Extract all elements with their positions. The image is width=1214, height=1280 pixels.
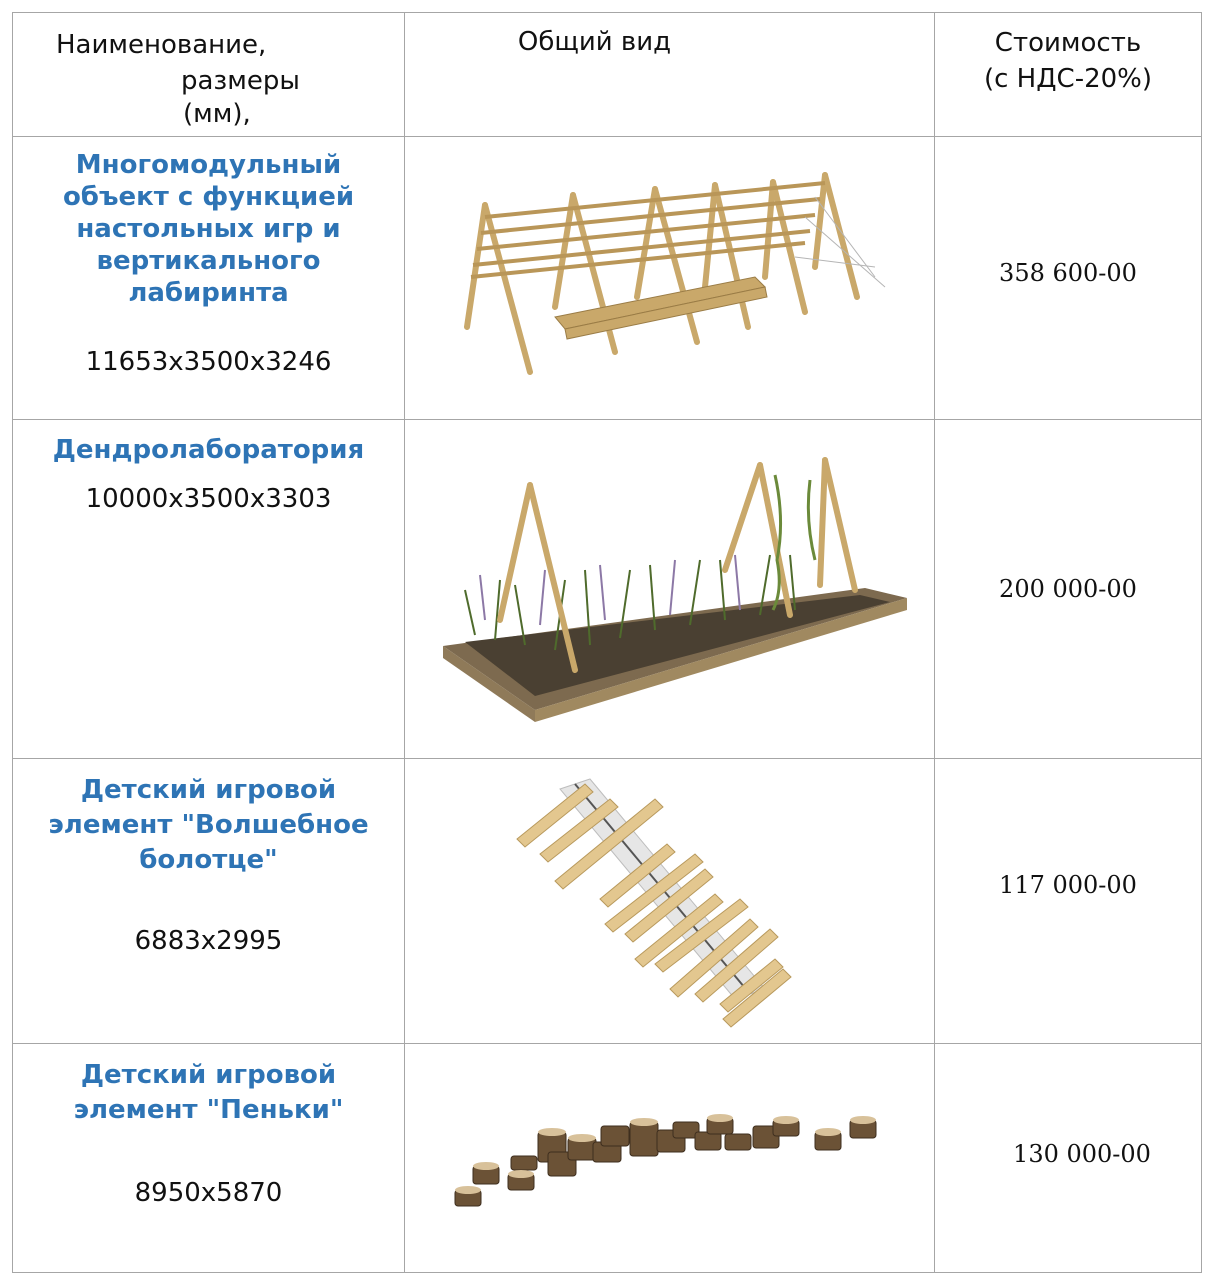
item-image-cell bbox=[405, 420, 935, 759]
header-cost-line1: Стоимость bbox=[994, 28, 1142, 58]
header-row bbox=[13, 13, 1202, 137]
item-name-cell bbox=[13, 759, 405, 1044]
item-name-cell bbox=[13, 1044, 405, 1273]
item-price: 130 000-00 bbox=[1013, 1140, 1151, 1168]
item-name: Детский игровой элемент "Пеньки" bbox=[73, 1060, 344, 1125]
item-price: 358 600-00 bbox=[999, 259, 1137, 287]
item-image-cell bbox=[405, 1044, 935, 1273]
header-cost-cell bbox=[935, 13, 1202, 137]
item-price-cell bbox=[935, 420, 1202, 759]
stumps-icon bbox=[405, 1044, 935, 1272]
item-image-cell bbox=[405, 759, 935, 1044]
item-name: Детский игровой элемент "Волшебное болотце" bbox=[48, 775, 369, 875]
planter-with-frames-icon bbox=[405, 420, 935, 758]
table-row bbox=[13, 420, 1202, 759]
item-price-cell bbox=[935, 1044, 1202, 1273]
header-name-line2: размеры bbox=[181, 66, 300, 96]
table-row bbox=[13, 137, 1202, 420]
a-frame-multi-module-icon bbox=[405, 137, 935, 419]
item-name: Дендролаборатория bbox=[52, 435, 365, 465]
price-table bbox=[12, 12, 1202, 1273]
item-name: Многомодульный объект с функцией настольных игр и вертикального лабиринта bbox=[62, 150, 355, 308]
item-dims: 8950х5870 bbox=[134, 1178, 283, 1208]
item-dims: 6883х2995 bbox=[134, 926, 283, 956]
item-name-cell bbox=[13, 137, 405, 420]
item-dims: 11653х3500х3246 bbox=[85, 347, 332, 377]
table-row bbox=[13, 759, 1202, 1044]
header-name-cell bbox=[13, 13, 405, 137]
header-name-line1: Наименование, bbox=[56, 30, 267, 60]
item-price-cell bbox=[935, 137, 1202, 420]
item-price: 117 000-00 bbox=[999, 871, 1137, 899]
item-dims: 10000х3500х3303 bbox=[85, 484, 332, 514]
header-view: Общий вид bbox=[517, 27, 672, 57]
header-view-cell bbox=[405, 13, 935, 137]
plank-walkway-icon bbox=[405, 759, 935, 1043]
item-name-cell bbox=[13, 420, 405, 759]
header-cost-line2: (с НДС-20%) bbox=[983, 64, 1153, 94]
table-row bbox=[13, 1044, 1202, 1273]
item-image-cell bbox=[405, 137, 935, 420]
item-price: 200 000-00 bbox=[999, 575, 1137, 603]
header-name-line3: (мм), bbox=[183, 99, 251, 129]
item-price-cell bbox=[935, 759, 1202, 1044]
